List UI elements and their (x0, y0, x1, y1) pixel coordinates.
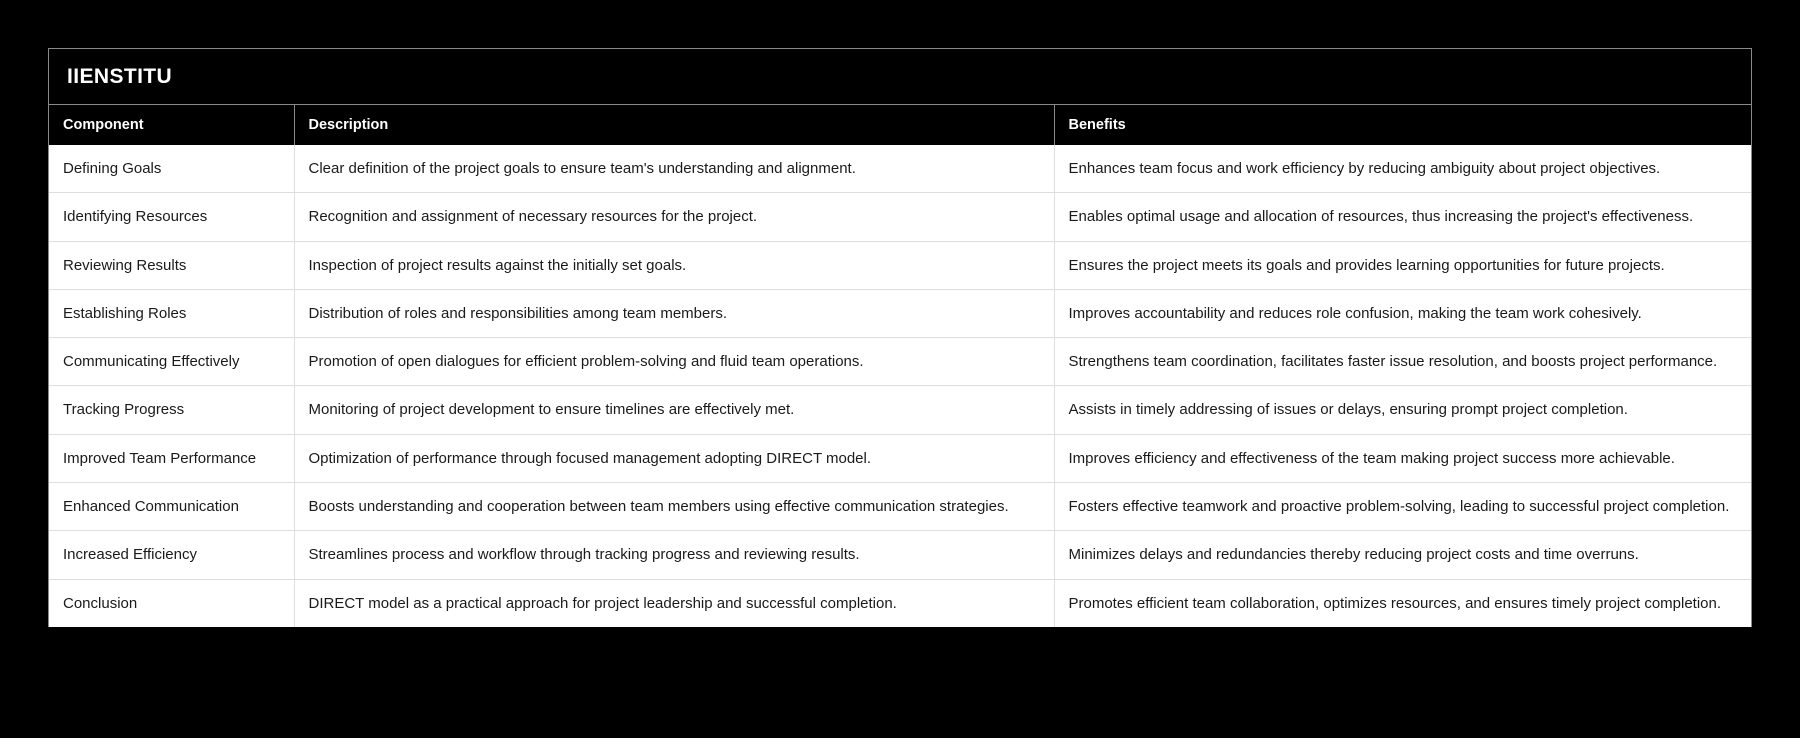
cell-component: Reviewing Results (49, 241, 294, 289)
cell-description: Monitoring of project development to ensure timelines are effectively met. (294, 386, 1054, 434)
table-row (49, 531, 1751, 579)
column-header-component: Component (49, 105, 294, 145)
cell-component: Improved Team Performance (49, 434, 294, 482)
cell-description: Boosts understanding and cooperation between team members using effective communication strategies. (294, 483, 1054, 531)
table-row (49, 386, 1751, 434)
direct-model-table (49, 105, 1751, 627)
cell-component: Communicating Effectively (49, 338, 294, 386)
table-row (49, 579, 1751, 627)
cell-benefits: Minimizes delays and redundancies thereby reducing project costs and time overruns. (1054, 531, 1751, 579)
cell-benefits: Improves efficiency and effectiveness of the team making project success more achievable. (1054, 434, 1751, 482)
table-row (49, 338, 1751, 386)
table-header-row (49, 105, 1751, 145)
cell-description: Optimization of performance through focused management adopting DIRECT model. (294, 434, 1054, 482)
cell-description: Distribution of roles and responsibilities among team members. (294, 289, 1054, 337)
cell-description: Inspection of project results against the initially set goals. (294, 241, 1054, 289)
cell-description: Clear definition of the project goals to ensure team's understanding and alignment. (294, 145, 1054, 193)
cell-benefits: Ensures the project meets its goals and provides learning opportunities for future projects. (1054, 241, 1751, 289)
cell-benefits: Enhances team focus and work efficiency by reducing ambiguity about project objectives. (1054, 145, 1751, 193)
column-header-benefits: Benefits (1054, 105, 1751, 145)
brand-bar (49, 49, 1751, 105)
table-header (49, 105, 1751, 145)
table-row (49, 483, 1751, 531)
cell-component: Conclusion (49, 579, 294, 627)
cell-description: Streamlines process and workflow through tracking progress and reviewing results. (294, 531, 1054, 579)
table-row (49, 434, 1751, 482)
cell-component: Defining Goals (49, 145, 294, 193)
cell-benefits: Improves accountability and reduces role confusion, making the team work cohesively. (1054, 289, 1751, 337)
cell-description: Recognition and assignment of necessary resources for the project. (294, 193, 1054, 241)
cell-benefits: Assists in timely addressing of issues or delays, ensuring prompt project completion. (1054, 386, 1751, 434)
cell-benefits: Promotes efficient team collaboration, optimizes resources, and ensures timely project completion. (1054, 579, 1751, 627)
cell-benefits: Strengthens team coordination, facilitates faster issue resolution, and boosts project performance. (1054, 338, 1751, 386)
table-row (49, 289, 1751, 337)
cell-component: Establishing Roles (49, 289, 294, 337)
cell-benefits: Fosters effective teamwork and proactive problem-solving, leading to successful project completion. (1054, 483, 1751, 531)
table-body (49, 145, 1751, 627)
cell-benefits: Enables optimal usage and allocation of resources, thus increasing the project's effectiveness. (1054, 193, 1751, 241)
cell-component: Increased Efficiency (49, 531, 294, 579)
table-row (49, 145, 1751, 193)
column-header-description: Description (294, 105, 1054, 145)
cell-component: Identifying Resources (49, 193, 294, 241)
table-row (49, 193, 1751, 241)
cell-description: DIRECT model as a practical approach for project leadership and successful completion. (294, 579, 1054, 627)
cell-component: Tracking Progress (49, 386, 294, 434)
table-row (49, 241, 1751, 289)
brand-title: IIENSTITU (67, 65, 173, 88)
table-card (48, 48, 1752, 627)
cell-component: Enhanced Communication (49, 483, 294, 531)
cell-description: Promotion of open dialogues for efficient problem-solving and fluid team operations. (294, 338, 1054, 386)
